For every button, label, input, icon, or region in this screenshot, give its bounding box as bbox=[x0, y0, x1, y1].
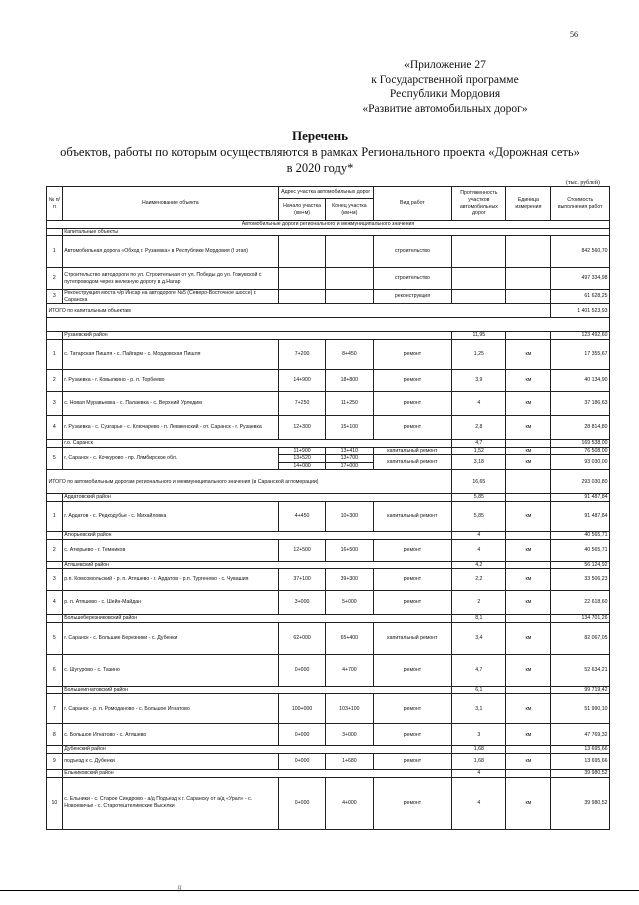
header-name: Наименование объекта bbox=[62, 187, 278, 221]
table-row: 3 с. Новая Муравьевка - с. Палаевка - с. Верхний Урледим 7+250 11+250 ремонт 4 км 37 186,63 bbox=[47, 391, 610, 415]
table-row: 4 р. п. Атяшево - с. Шейн-Майдан 3+000 5+000 ремонт 2 км 22 618,60 bbox=[47, 591, 610, 615]
table-row: 8 с. Большое Игнатово - с. Атяшево 0+000 3+000 ремонт 3 км 47 769,32 bbox=[47, 724, 610, 746]
header-unit: Единица измерения bbox=[506, 187, 551, 221]
table-row: 6 с. Шугурово - с. Тазино 0+000 4+700 ремонт 4,7 км 52 634,21 bbox=[47, 654, 610, 686]
table-row: 1 с. Татарская Пишля - с. Пайгарм - с. Мордовская Пишля 7+200 8+450 ремонт 1,25 км 17 355,67 bbox=[47, 339, 610, 369]
district-row: Ельниковский район 4 39 980,52 bbox=[47, 769, 610, 777]
district-row: Дубенский район 1,68 13 695,66 bbox=[47, 746, 610, 754]
table-row: 4 г. Рузаевка - с. Сузгарье - с. Ключарево - п. Левженский - от. Саранск - г. Рузаевка 12+300 15+100 ремонт 2,8 км 28 814,80 bbox=[47, 415, 610, 439]
table-row: 9 подъезд к с. Дубенки 0+000 1+680 ремонт 1,68 км 13 695,66 bbox=[47, 753, 610, 769]
group-label: Капитальные объекты bbox=[62, 228, 609, 236]
district-row: г.о. Саранск 4,7 169 538,00 bbox=[47, 439, 610, 447]
units-label: (тыс. рублей) bbox=[566, 180, 600, 186]
header-length: Протяженность участков автомобильных дорог bbox=[452, 187, 506, 221]
header-address: Адрес участка автомобильных дорог bbox=[278, 187, 373, 199]
table-row: 13+520 13+700 капитальный ремонт 3,18 км 93 030,00 bbox=[47, 455, 610, 463]
table-row: 14+000 17+000 bbox=[47, 462, 610, 470]
table-row: 10 с. Ельники - с. Старое Синдрово - а/д Подъезд к г. Саранску от а/д «Урал» - с. Новоевичье - с. Старотештелимские Выселки 0+000 4+000 ремонт 4 км 39 980,52 bbox=[47, 777, 610, 829]
district-row: Большеберезниковский район 8,1 134 701,26 bbox=[47, 615, 610, 623]
district-row: Большеигнатовский район 6,1 99 719,42 bbox=[47, 686, 610, 694]
signature-mark: ℊ bbox=[176, 883, 183, 891]
title-line: Перечень bbox=[291, 128, 349, 143]
table-row: 1 Автомобильная дорога «Обход г. Рузаевка» в Республике Мордовия (I этап) строительство 842 560,70 bbox=[47, 236, 610, 268]
table-row: 3 Реконструкция моста ч/р Инсар на автодороге №5 (Северо-Восточное шоссе) г. Саранска реконструкция 61 628,25 bbox=[47, 290, 610, 304]
district-row: Ардатовский район 5,85 91 487,84 bbox=[47, 494, 610, 502]
page-bottom-rule bbox=[0, 890, 639, 891]
total-row: ИТОГО по автомобильным дорогам регионального и межмуниципального значения (в Саранской агломерации) 16,65 293 030,80 bbox=[47, 470, 610, 494]
table-row: 7 г. Саранск - р. п. Ромоданово - с. Большое Игнатово 100+000 103+100 ремонт 3,1 км 51 990,10 bbox=[47, 694, 610, 724]
header-num: № п/п bbox=[47, 187, 63, 221]
appendix-line: «Приложение 27 bbox=[404, 59, 486, 71]
header-cost: Стоимость выполнения работ bbox=[551, 187, 610, 221]
title-line: объектов, работы по которым осуществляются в рамках Регионального проекта «Дорожная сеть» bbox=[60, 145, 580, 159]
table-row: 2 г. Рузаевка - г. Ковылкино - р. п. Торбеево 14+900 18+800 ремонт 3,9 км 40 134,90 bbox=[47, 369, 610, 391]
section-title: Автомобильные дороги регионального и межмуниципального значения bbox=[47, 221, 610, 229]
table-row: 5 г. Саранск - с. Большие Березники - с. Дубенки 62+000 65+400 капитальный ремонт 3,4 км 82 067,05 bbox=[47, 622, 610, 654]
district-row: Рузаевский район 11,95 123 492,60 bbox=[47, 332, 610, 340]
header-start: Начало участка (км+м) bbox=[278, 199, 325, 221]
objects-table bbox=[46, 186, 610, 830]
appendix-line: к Государственной программе bbox=[371, 73, 519, 86]
table-row: 5 г. Саранск - с. Кочкурово - пр. Лямбирское обл. 11+900 13+410 капитальный ремонт 1,52 км 76 508,00 bbox=[47, 447, 610, 455]
appendix-block bbox=[280, 58, 610, 116]
table-row: 2 с. Атюрьево - г. Темников 12+500 16+500 ремонт 4 км 40 565,71 bbox=[47, 539, 610, 561]
document-title bbox=[40, 128, 600, 176]
page-number: 56 bbox=[570, 30, 578, 39]
title-line: в 2020 году* bbox=[286, 161, 354, 175]
table-row: 3 р.п. Комсомольский - р. п. Атяшево - г. Ардатов - р.п. Тургенево - с. Чувашия 37+100 39+300 ремонт 2,2 км 33 506,23 bbox=[47, 569, 610, 591]
appendix-line: Республики Мордовия bbox=[389, 88, 501, 100]
district-row: Атяшевский район 4,2 56 124,92 bbox=[47, 561, 610, 569]
appendix-line: «Развитие автомобильных дорог» bbox=[362, 102, 528, 115]
table-row: 2 Строительство автодороги по ул. Строительная от ул. Победы до ул. Гожувской с путепроводом через железную дорогу в д.Нагар строительство 497 334,98 bbox=[47, 268, 610, 290]
total-row: ИТОГО по капитальным объектам 1 401 523,93 bbox=[47, 304, 610, 318]
district-row: Атюрьевский район 4 40 565,71 bbox=[47, 531, 610, 539]
header-end: Конец участка (км+м) bbox=[326, 199, 373, 221]
table-row: 1 г. Ардатов - с. Редкодубье - с. Михайловка 4+450 10+300 капитальный ремонт 5,85 км 91 487,84 bbox=[47, 501, 610, 531]
header-work: Вид работ bbox=[373, 187, 452, 221]
